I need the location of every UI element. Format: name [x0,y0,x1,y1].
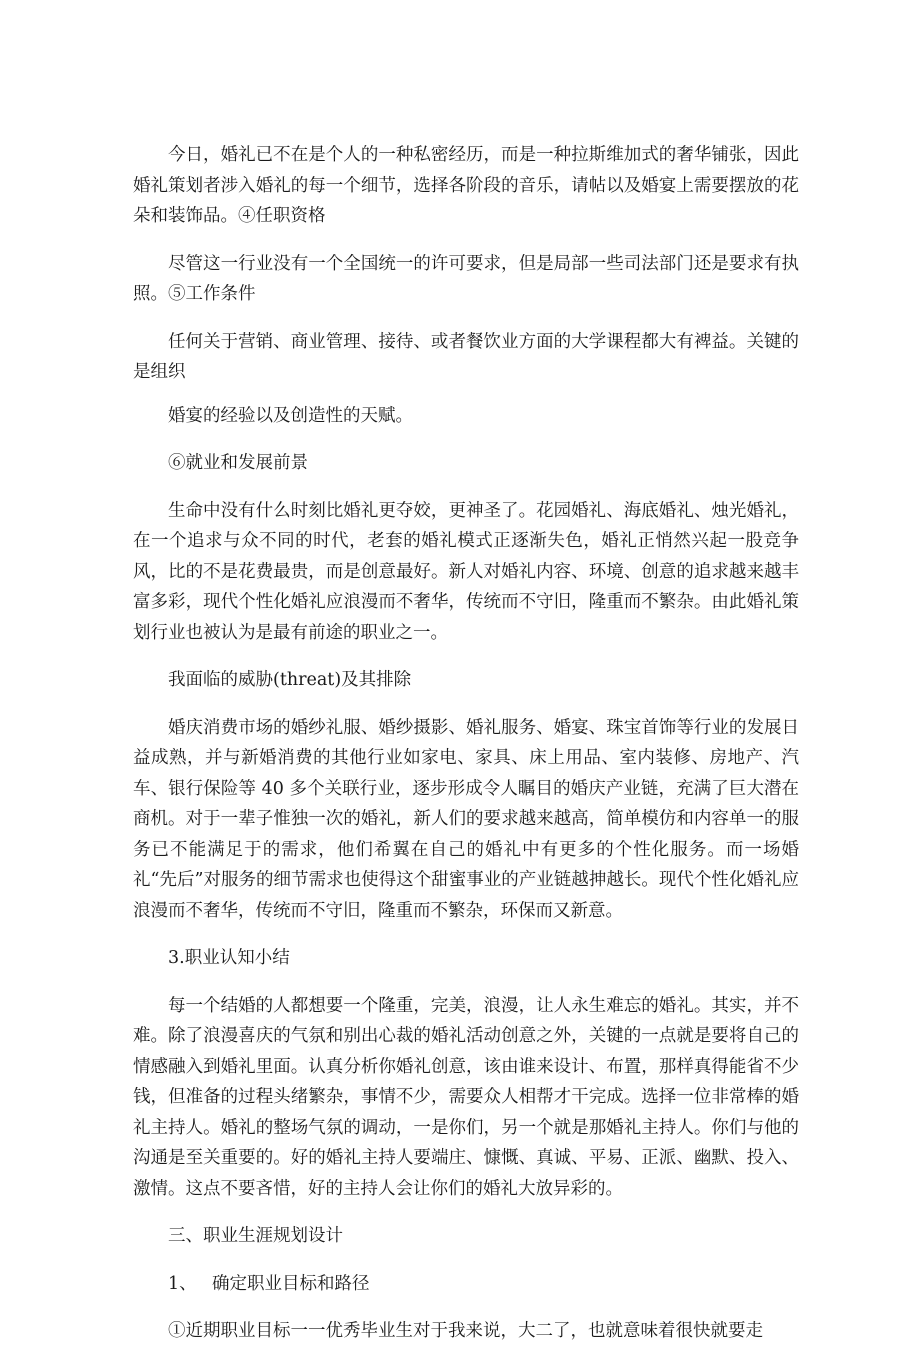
list-item-goal [133,1269,799,1300]
document-page [133,140,799,1364]
paragraph-near-term-goal: ①近期职业目标一一优秀毕业生对于我来说，大二了，也就意味着很快就要走 [168,1321,763,1341]
list-item-number: 1、 [168,1273,197,1294]
heading-career-summary: 3.职业认知小结 [168,948,290,968]
heading-threats: 我面临的威胁(threat)及其排除 [168,670,412,690]
paragraph-license: 尽管这一行业没有一个全国统一的许可要求，但是局部一些司法部门还是要求有执照。⑤工作条件 [133,253,799,304]
paragraph-summary: 每一个结婚的人都想要一个隆重，完美，浪漫，让人永生难忘的婚礼。其实，并不难。除了浪漫喜庆的气氛和别出心裁的婚礼活动创意之外，关键的一点就是要将自己的情感融入到婚礼里面。认真分析你婚礼创意，该由谁来设计、布置，那样真得能省不少钱，但准备的过程头绪繁杂，事情不少，需要众人相帮才干完成。选择一位非常棒的婚礼主持人。婚礼的整场气氛的调动，一是你们，另一个就是那婚礼主持人。你们与他的沟通是至关重要的。好的婚礼主持人要端庄、慷慨、真诚、平易、正派、幽默、投入、激情。这点不要吝惜，好的主持人会让你们的婚礼大放异彩的。 [133,995,799,1199]
paragraph-wedding-moments: 生命中没有什么时刻比婚礼更夺姣，更神圣了。花园婚礼、海底婚礼、烛光婚礼，在一个追求与众不同的时代，老套的婚礼模式正逐渐失色，婚礼正悄然兴起一股竞争风，比的不是花费最贵，而是创意最好。新人对婚礼内容、环境、创意的追求越来越丰富多彩，现代个性化婚礼应浪漫而不奢华，传统而不守旧，隆重而不繁杂。由此婚礼策划行业也被认为是最有前途的职业之一。 [133,500,799,643]
paragraph-wedding-market: 婚庆消费市场的婚纱礼服、婚纱摄影、婚礼服务、婚宴、珠宝首饰等行业的发展日益成熟，并与新婚消费的其他行业如家电、家具、床上用品、室内装修、房地产、汽车、银行保险等 40 多个关联行业，逐步形成令人瞩目的婚庆产业链，充满了巨大潜在商机。对于一辈子惟独一次的婚礼，新人们的要求越来越高，简单模仿和内容单一的服务已不能满足于的需求，他们希翼在自己的婚礼中有更多的个性化服务。而一场婚礼“先后”对服务的细节需求也使得这个甜蜜事业的产业链越抻越长。现代个性化婚礼应浪漫而不奢华，传统而不守旧，隆重而不繁杂，环保而又新意。 [133,717,799,921]
list-item-text: 确定职业目标和路径 [212,1273,370,1294]
paragraph-wedding-today: 今日，婚礼已不在是个人的一种私密经历，而是一种拉斯维加式的奢华铺张，因此婚礼策划者涉入婚礼的每一个细节，选择各阶段的音乐，请帖以及婚宴上需要摆放的花朵和装饰品。④任职资格 [133,145,799,226]
heading-employment-prospects: ⑥就业和发展前景 [168,453,308,473]
heading-career-planning: 三、职业生涯规划设计 [168,1226,343,1246]
paragraph-courses: 任何关于营销、商业管理、接待、或者餐饮业方面的大学课程都大有裨益。关键的是组织 [133,331,799,382]
paragraph-experience: 婚宴的经验以及创造性的天赋。 [168,405,413,426]
